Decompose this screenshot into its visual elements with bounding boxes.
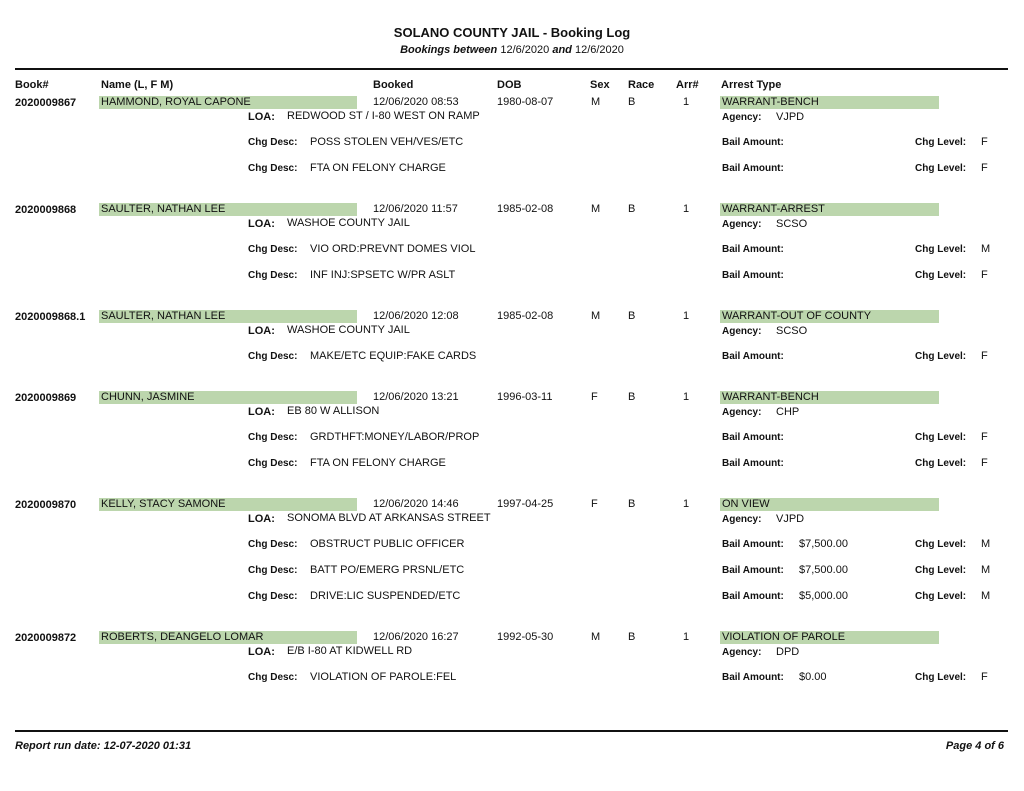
chg-desc-label: Chg Desc:	[248, 672, 298, 683]
chg-desc-label: Chg Desc:	[248, 565, 298, 576]
chg-desc-value: MAKE/ETC EQUIP:FAKE CARDS	[310, 350, 477, 362]
sex: M	[591, 96, 601, 108]
col-header-name: Name (L, F M)	[101, 79, 174, 91]
sex: F	[591, 498, 598, 510]
arrest-type-highlight	[720, 203, 939, 216]
sex: M	[591, 631, 601, 643]
arrest-number: 1	[683, 310, 690, 322]
col-header-dob: DOB	[497, 79, 522, 91]
chg-desc-label: Chg Desc:	[248, 137, 298, 148]
name-highlight	[99, 310, 357, 323]
chg-level-label: Chg Level:	[915, 432, 967, 443]
inmate-name: ROBERTS, DEANGELO LOMAR	[101, 631, 264, 643]
report-subtitle	[0, 44, 1024, 56]
inmate-name: SAULTER, NATHAN LEE	[101, 310, 226, 322]
loa-label: LOA:	[248, 646, 275, 658]
agency-value: CHP	[776, 406, 800, 418]
race: B	[628, 96, 636, 108]
chg-level-value: M	[981, 564, 991, 576]
chg-level-value: M	[981, 243, 991, 255]
bail-amount-value: $7,500.00	[799, 538, 848, 550]
booked-datetime: 12/06/2020 14:46	[373, 498, 459, 510]
name-highlight	[99, 391, 357, 404]
race: B	[628, 631, 636, 643]
race: B	[628, 391, 636, 403]
date-from: 12/6/2020	[500, 44, 550, 56]
chg-desc-value: GRDTHFT:MONEY/LABOR/PROP	[310, 431, 480, 443]
col-header-book: Book#	[15, 79, 49, 91]
race: B	[628, 203, 636, 215]
chg-desc-value: VIOLATION OF PAROLE:FEL	[310, 671, 457, 683]
bail-amount-label: Bail Amount:	[722, 137, 784, 148]
arrest-number: 1	[683, 96, 690, 108]
agency-value: VJPD	[776, 513, 805, 525]
agency-value: DPD	[776, 646, 800, 658]
chg-level-label: Chg Level:	[915, 163, 967, 174]
name-highlight	[99, 96, 357, 109]
arrest-type-highlight	[720, 96, 939, 109]
agency-label: Agency:	[722, 514, 762, 525]
bail-amount-label: Bail Amount:	[722, 244, 784, 255]
bail-amount-label: Bail Amount:	[722, 539, 784, 550]
arrest-number: 1	[683, 203, 690, 215]
book-number: 2020009868.1	[15, 311, 86, 323]
chg-desc-label: Chg Desc:	[248, 591, 298, 602]
arrest-type-highlight	[720, 631, 939, 644]
report-title: SOLANO COUNTY JAIL - Booking Log	[393, 25, 631, 40]
chg-level-value: F	[981, 136, 988, 148]
book-number: 2020009868	[15, 204, 77, 216]
name-highlight	[99, 498, 357, 511]
chg-desc-label: Chg Desc:	[248, 458, 298, 469]
arrest-type: ON VIEW	[722, 498, 770, 510]
bail-amount-value: $5,000.00	[799, 590, 848, 602]
chg-level-value: F	[981, 431, 988, 443]
bail-amount-label: Bail Amount:	[722, 163, 784, 174]
chg-level-label: Chg Level:	[915, 591, 967, 602]
loa-label: LOA:	[248, 218, 275, 230]
agency-value: SCSO	[776, 218, 808, 230]
chg-desc-label: Chg Desc:	[248, 539, 298, 550]
inmate-name: SAULTER, NATHAN LEE	[101, 203, 226, 215]
bail-amount-label: Bail Amount:	[722, 672, 784, 683]
dob: 1980-08-07	[497, 96, 554, 108]
arrest-type-highlight	[720, 498, 939, 511]
loa-label: LOA:	[248, 111, 275, 123]
book-number: 2020009872	[15, 632, 77, 644]
loa-label: LOA:	[248, 325, 275, 337]
inmate-name: HAMMOND, ROYAL CAPONE	[101, 96, 251, 108]
header-rule	[15, 68, 1008, 70]
loa-value: REDWOOD ST / I-80 WEST ON RAMP	[287, 110, 480, 122]
chg-desc-value: BATT PO/EMERG PRSNL/ETC	[310, 564, 465, 576]
dob: 1992-05-30	[497, 631, 554, 643]
loa-value: WASHOE COUNTY JAIL	[287, 217, 410, 229]
dob: 1985-02-08	[497, 310, 554, 322]
page-number: Page 4 of 6	[945, 740, 1004, 752]
chg-level-label: Chg Level:	[915, 539, 967, 550]
loa-value: SONOMA BLVD AT ARKANSAS STREET	[287, 512, 491, 524]
col-header-sex: Sex	[590, 79, 610, 91]
arrest-type-highlight	[720, 391, 939, 404]
arrest-type-highlight	[720, 310, 939, 323]
bail-amount-label: Bail Amount:	[722, 591, 784, 602]
name-highlight	[99, 203, 357, 216]
chg-level-label: Chg Level:	[915, 270, 967, 281]
chg-desc-label: Chg Desc:	[248, 432, 298, 443]
book-number: 2020009867	[15, 97, 77, 109]
bail-amount-label: Bail Amount:	[722, 351, 784, 362]
bail-amount-label: Bail Amount:	[722, 270, 784, 281]
bail-amount-value: $0.00	[799, 671, 827, 683]
arrest-number: 1	[683, 631, 690, 643]
arrest-type: VIOLATION OF PAROLE	[722, 631, 846, 643]
chg-desc-label: Chg Desc:	[248, 163, 298, 174]
chg-level-value: F	[981, 269, 988, 281]
chg-level-value: M	[981, 538, 991, 550]
chg-desc-value: VIO ORD:PREVNT DOMES VIOL	[310, 243, 476, 255]
chg-level-label: Chg Level:	[915, 137, 967, 148]
booked-datetime: 12/06/2020 13:21	[373, 391, 459, 403]
inmate-name: KELLY, STACY SAMONE	[101, 498, 226, 510]
chg-desc-label: Chg Desc:	[248, 244, 298, 255]
inmate-name: CHUNN, JASMINE	[101, 391, 195, 403]
agency-value: SCSO	[776, 325, 808, 337]
chg-level-label: Chg Level:	[915, 672, 967, 683]
chg-desc-value: INF INJ:SPSETC W/PR ASLT	[310, 269, 456, 281]
chg-desc-value: DRIVE:LIC SUSPENDED/ETC	[310, 590, 461, 602]
subtitle-prefix: Bookings between	[400, 44, 498, 56]
name-highlight	[99, 631, 357, 644]
arrest-type: WARRANT-OUT OF COUNTY	[722, 310, 872, 322]
loa-value: E/B I-80 AT KIDWELL RD	[287, 645, 413, 657]
sex: M	[591, 310, 601, 322]
col-header-arrest-type: Arrest Type	[721, 79, 782, 91]
chg-level-value: F	[981, 162, 988, 174]
bail-amount-label: Bail Amount:	[722, 458, 784, 469]
loa-label: LOA:	[248, 513, 275, 525]
chg-level-value: F	[981, 457, 988, 469]
arrest-type: WARRANT-BENCH	[722, 96, 819, 108]
agency-label: Agency:	[722, 407, 762, 418]
chg-level-label: Chg Level:	[915, 458, 967, 469]
dob: 1997-04-25	[497, 498, 554, 510]
agency-label: Agency:	[722, 219, 762, 230]
chg-desc-label: Chg Desc:	[248, 351, 298, 362]
bail-amount-label: Bail Amount:	[722, 432, 784, 443]
col-header-booked: Booked	[373, 79, 414, 91]
race: B	[628, 310, 636, 322]
col-header-race: Race	[628, 79, 655, 91]
booked-datetime: 12/06/2020 16:27	[373, 631, 459, 643]
arrest-number: 1	[683, 391, 690, 403]
dob: 1985-02-08	[497, 203, 554, 215]
agency-label: Agency:	[722, 112, 762, 123]
col-header-arr: Arr#	[676, 79, 699, 91]
arrest-type: WARRANT-ARREST	[722, 203, 825, 215]
booked-datetime: 12/06/2020 12:08	[373, 310, 459, 322]
chg-level-value: M	[981, 590, 991, 602]
loa-value: WASHOE COUNTY JAIL	[287, 324, 410, 336]
chg-level-label: Chg Level:	[915, 565, 967, 576]
bail-amount-label: Bail Amount:	[722, 565, 784, 576]
agency-label: Agency:	[722, 647, 762, 658]
loa-value: EB 80 W ALLISON	[287, 405, 380, 417]
loa-label: LOA:	[248, 406, 275, 418]
dob: 1996-03-11	[497, 391, 553, 403]
race: B	[628, 498, 636, 510]
sex: F	[591, 391, 598, 403]
chg-desc-value: FTA ON FELONY CHARGE	[310, 162, 446, 174]
chg-level-value: F	[981, 671, 988, 683]
chg-desc-value: OBSTRUCT PUBLIC OFFICER	[310, 538, 465, 550]
bail-amount-value: $7,500.00	[799, 564, 848, 576]
arrest-number: 1	[683, 498, 690, 510]
chg-level-label: Chg Level:	[915, 351, 967, 362]
arrest-type: WARRANT-BENCH	[722, 391, 819, 403]
agency-label: Agency:	[722, 326, 762, 337]
booked-datetime: 12/06/2020 11:57	[373, 203, 458, 215]
booked-datetime: 12/06/2020 08:53	[373, 96, 459, 108]
chg-level-value: F	[981, 350, 988, 362]
chg-desc-value: POSS STOLEN VEH/VES/ETC	[310, 136, 464, 148]
chg-desc-label: Chg Desc:	[248, 270, 298, 281]
footer-rule	[15, 730, 1008, 732]
date-to: 12/6/2020	[574, 44, 624, 56]
subtitle-and: and	[552, 44, 572, 56]
book-number: 2020009869	[15, 392, 77, 404]
book-number: 2020009870	[15, 499, 77, 511]
agency-value: VJPD	[776, 111, 805, 123]
chg-level-label: Chg Level:	[915, 244, 967, 255]
chg-desc-value: FTA ON FELONY CHARGE	[310, 457, 446, 469]
sex: M	[591, 203, 601, 215]
report-run-date: Report run date: 12-07-2020 01:31	[15, 740, 192, 752]
